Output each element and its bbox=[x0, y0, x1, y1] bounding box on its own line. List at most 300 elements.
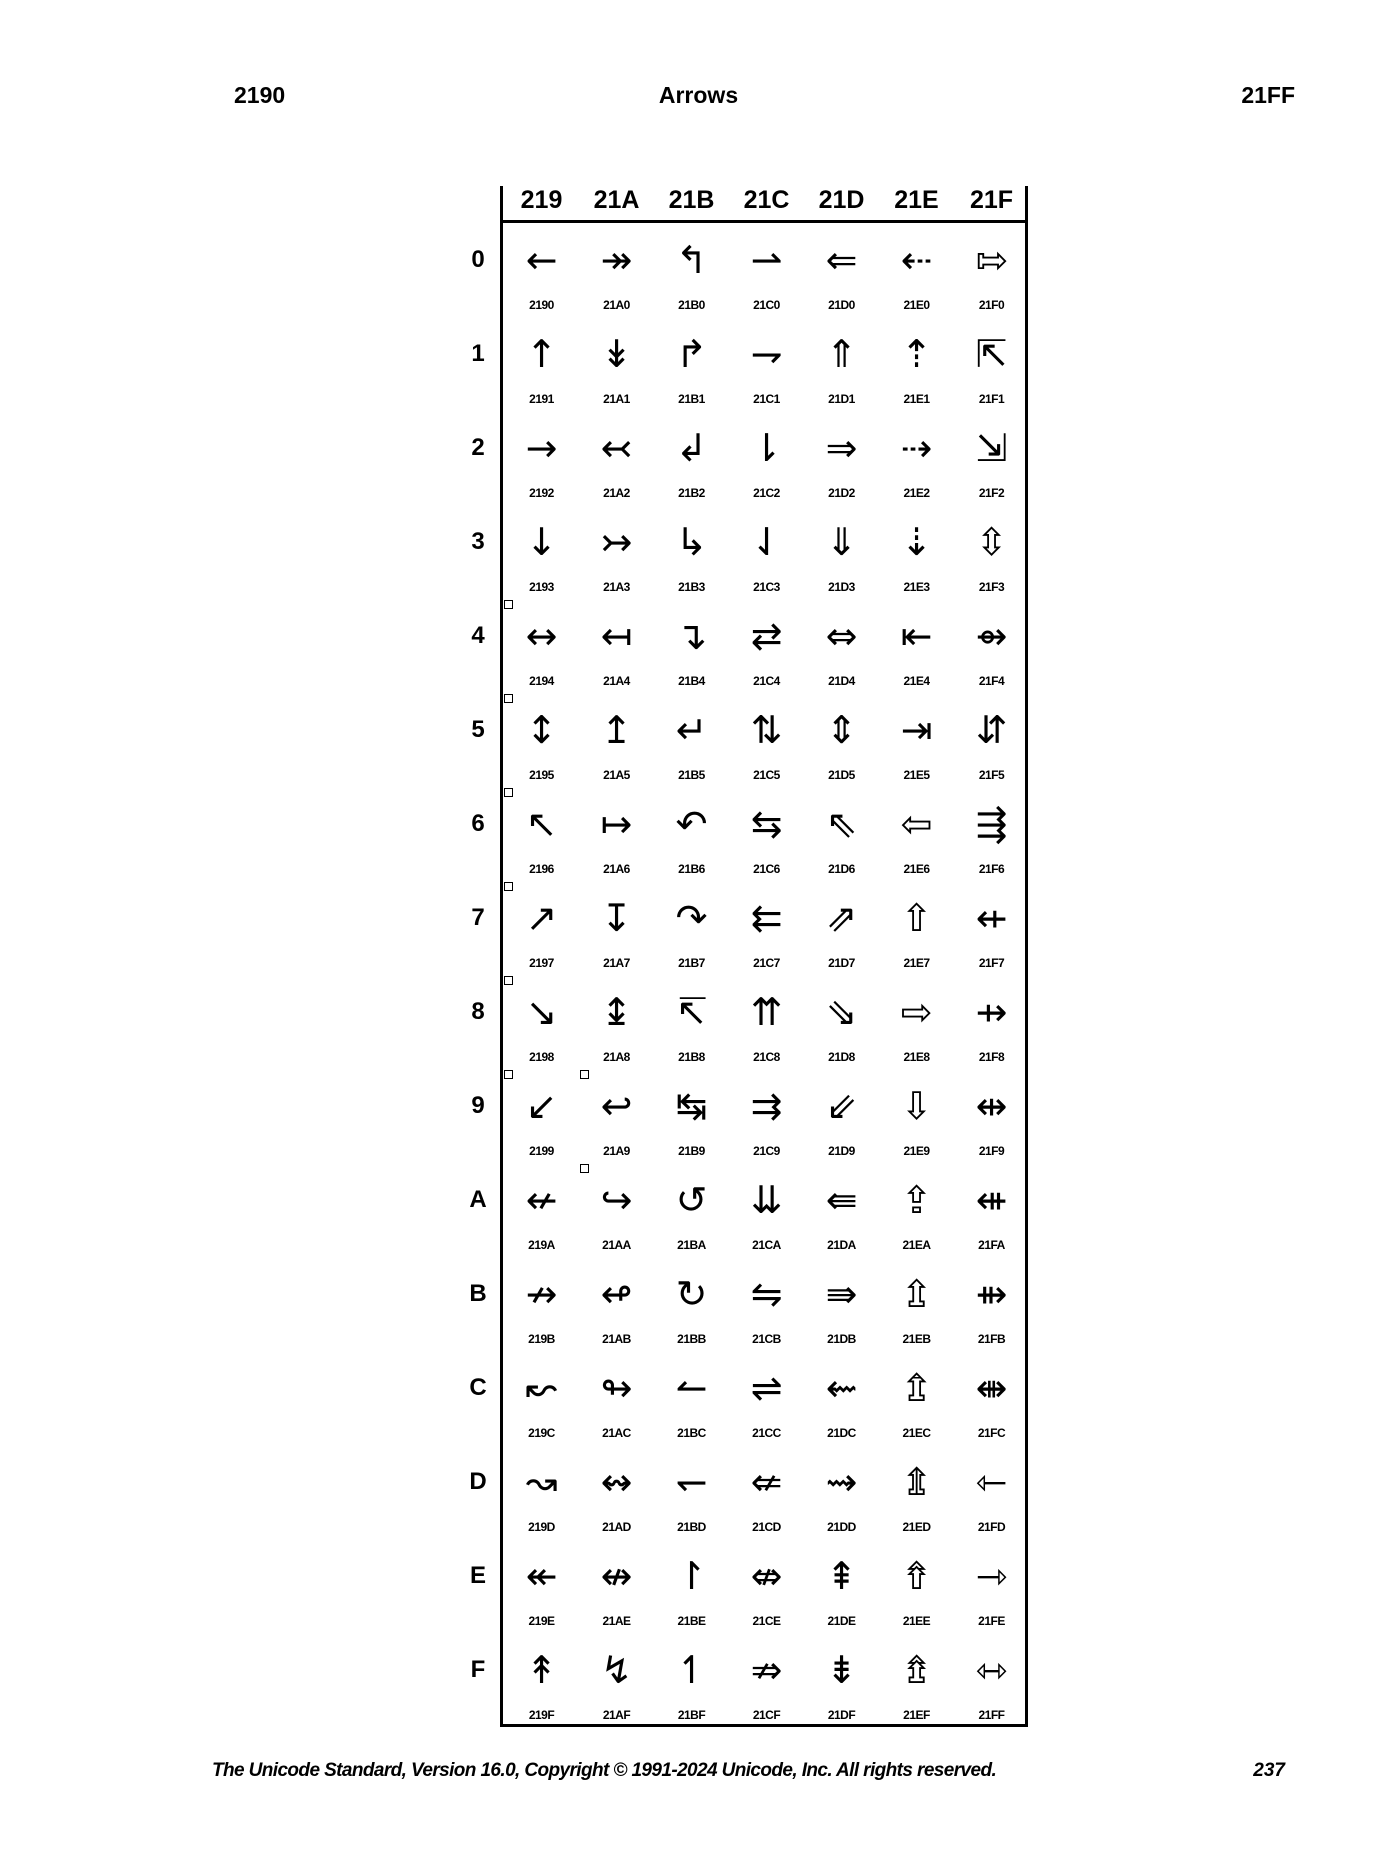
chart-cell bbox=[954, 1546, 1029, 1640]
row-header: 6 bbox=[471, 810, 485, 837]
arrow-glyph: ↙ bbox=[525, 1084, 558, 1128]
code-point-label: 21D2 bbox=[828, 486, 855, 500]
arrow-glyph: ⇦ bbox=[900, 802, 933, 846]
chart-cell bbox=[729, 794, 804, 888]
code-point-label: 21B1 bbox=[678, 392, 705, 406]
code-point-label: 21CA bbox=[752, 1238, 781, 1252]
code-point-label: 21D6 bbox=[828, 862, 855, 876]
code-point-label: 21AC bbox=[602, 1426, 631, 1440]
chart-cell bbox=[729, 1170, 804, 1264]
chart-cell bbox=[804, 700, 879, 794]
chart-cell bbox=[654, 512, 729, 606]
chart-cell bbox=[654, 1358, 729, 1452]
code-point-label: 21C4 bbox=[753, 674, 780, 688]
chart-cell bbox=[879, 1358, 954, 1452]
chart-cell bbox=[654, 794, 729, 888]
code-point-label: 21A7 bbox=[603, 956, 630, 970]
arrow-glyph: ⇩ bbox=[900, 1084, 933, 1128]
chart-cell bbox=[879, 1640, 954, 1734]
arrow-glyph: ↫ bbox=[600, 1272, 633, 1316]
code-point-label: 2190 bbox=[529, 298, 554, 312]
code-point-label: 2193 bbox=[529, 580, 554, 594]
chart-cell bbox=[579, 324, 654, 418]
arrow-glyph: ⇌ bbox=[750, 1366, 783, 1410]
chart-cell bbox=[504, 418, 579, 512]
arrow-glyph: ↠ bbox=[600, 238, 633, 282]
column-header: 21C bbox=[743, 186, 790, 214]
arrow-glyph: ⇜ bbox=[825, 1366, 858, 1410]
arrow-glyph: ↧ bbox=[600, 896, 633, 940]
arrow-glyph: ↗ bbox=[525, 896, 558, 940]
code-point-label: 2198 bbox=[529, 1050, 554, 1064]
code-point-label: 21A5 bbox=[603, 768, 630, 782]
chart-cell bbox=[729, 230, 804, 324]
code-point-label: 21C0 bbox=[753, 298, 780, 312]
code-point-label: 21C1 bbox=[753, 392, 780, 406]
code-point-label: 21AD bbox=[602, 1520, 631, 1534]
chart-cell bbox=[954, 512, 1029, 606]
column-header: 21E bbox=[894, 186, 939, 214]
arrow-glyph: ↔ bbox=[525, 614, 558, 658]
code-point-label: 219E bbox=[528, 1614, 555, 1628]
arrow-glyph: ⇢ bbox=[900, 426, 933, 470]
arrow-glyph: ↕ bbox=[525, 708, 558, 752]
code-point-label: 21D7 bbox=[828, 956, 855, 970]
arrow-glyph: ⇯ bbox=[900, 1648, 933, 1692]
arrow-glyph: ⇉ bbox=[750, 1084, 783, 1128]
code-point-label: 21BE bbox=[677, 1614, 706, 1628]
arrow-glyph: ↩ bbox=[600, 1084, 633, 1128]
code-point-label: 21F2 bbox=[978, 486, 1005, 500]
arrow-glyph: ⇠ bbox=[900, 238, 933, 282]
arrow-glyph: ⇳ bbox=[975, 520, 1008, 564]
arrow-glyph: ⇂ bbox=[750, 426, 783, 470]
arrow-glyph: ↭ bbox=[600, 1460, 633, 1504]
code-point-label: 21E3 bbox=[903, 580, 930, 594]
code-point-label: 21B9 bbox=[678, 1144, 705, 1158]
chart-cell bbox=[654, 1076, 729, 1170]
column-header: 219 bbox=[520, 186, 563, 214]
chart-cell bbox=[729, 1640, 804, 1734]
code-point-label: 21B8 bbox=[678, 1050, 705, 1064]
arrow-glyph: ↪ bbox=[600, 1178, 633, 1222]
chart-cell bbox=[879, 1546, 954, 1640]
arrow-glyph: ⇆ bbox=[750, 802, 783, 846]
arrow-glyph: ↚ bbox=[525, 1178, 558, 1222]
code-point-label: 21F7 bbox=[978, 956, 1005, 970]
range-start-label: 2190 bbox=[234, 82, 286, 108]
chart-cell bbox=[879, 1452, 954, 1546]
chart-cell bbox=[504, 1264, 579, 1358]
arrow-glyph: ⇞ bbox=[825, 1554, 858, 1598]
arrow-glyph: ⇝ bbox=[825, 1460, 858, 1504]
arrow-glyph: ↬ bbox=[600, 1366, 633, 1410]
code-point-label: 21CE bbox=[752, 1614, 781, 1628]
arrow-glyph: ↻ bbox=[675, 1272, 708, 1316]
chart-cell bbox=[879, 418, 954, 512]
chart-cell bbox=[729, 982, 804, 1076]
code-point-label: 21C6 bbox=[753, 862, 780, 876]
arrow-glyph: ↥ bbox=[600, 708, 633, 752]
row-header: 7 bbox=[471, 904, 485, 931]
code-point-label: 21E5 bbox=[903, 768, 930, 782]
chart-cell bbox=[804, 418, 879, 512]
code-point-label: 21FC bbox=[977, 1426, 1006, 1440]
chart-cell bbox=[654, 230, 729, 324]
chart-cell bbox=[654, 1546, 729, 1640]
code-point-label: 21FD bbox=[977, 1520, 1006, 1534]
page-title: Arrows bbox=[658, 82, 739, 108]
code-point-label: 21DD bbox=[827, 1520, 856, 1534]
code-point-label: 21E9 bbox=[903, 1144, 930, 1158]
chart-cell bbox=[804, 1640, 879, 1734]
chart-cell bbox=[879, 794, 954, 888]
arrow-glyph: ⇖ bbox=[825, 802, 858, 846]
code-point-label: 21C9 bbox=[753, 1144, 780, 1158]
arrow-glyph: ⇺ bbox=[975, 1178, 1008, 1222]
chart-cell bbox=[579, 982, 654, 1076]
arrow-glyph: ⇙ bbox=[825, 1084, 858, 1128]
code-point-label: 21DF bbox=[827, 1708, 856, 1722]
code-point-label: 21F8 bbox=[978, 1050, 1005, 1064]
chart-cell bbox=[504, 1358, 579, 1452]
chart-cell bbox=[804, 1452, 879, 1546]
arrow-glyph: ↦ bbox=[600, 802, 633, 846]
arrow-glyph: ↢ bbox=[600, 426, 633, 470]
chart-cell bbox=[954, 794, 1029, 888]
code-point-label: 21B0 bbox=[678, 298, 705, 312]
arrow-glyph: ↑ bbox=[525, 332, 558, 376]
arrow-glyph: ⇧ bbox=[900, 896, 933, 940]
row-header: C bbox=[469, 1374, 487, 1401]
arrow-glyph: ⇫ bbox=[900, 1272, 933, 1316]
arrow-glyph: ↨ bbox=[600, 990, 633, 1034]
arrow-glyph: ↹ bbox=[675, 1084, 708, 1128]
chart-cell bbox=[504, 794, 579, 888]
code-point-label: 21D1 bbox=[828, 392, 855, 406]
code-point-label: 21B6 bbox=[678, 862, 705, 876]
chart-cell bbox=[954, 230, 1029, 324]
chart-cell bbox=[804, 1264, 879, 1358]
chart-cell bbox=[504, 1076, 579, 1170]
code-point-label: 21D9 bbox=[828, 1144, 855, 1158]
chart-cell bbox=[879, 982, 954, 1076]
arrow-glyph: ⇒ bbox=[825, 426, 858, 470]
arrow-glyph: ↛ bbox=[525, 1272, 558, 1316]
chart-cell bbox=[804, 1546, 879, 1640]
row-header: 3 bbox=[471, 528, 485, 555]
code-point-label: 21B4 bbox=[678, 674, 705, 688]
chart-cell bbox=[579, 888, 654, 982]
code-point-label: 21D3 bbox=[828, 580, 855, 594]
cell-marker bbox=[504, 600, 513, 609]
code-point-label: 21E6 bbox=[903, 862, 930, 876]
code-point-label: 21B7 bbox=[678, 956, 705, 970]
code-point-label: 21EC bbox=[902, 1426, 931, 1440]
arrow-glyph: ↲ bbox=[675, 426, 708, 470]
chart-cell bbox=[879, 512, 954, 606]
arrow-glyph: ⇃ bbox=[750, 520, 783, 564]
arrow-glyph: ↞ bbox=[525, 1554, 558, 1598]
arrow-glyph: ⇮ bbox=[900, 1554, 933, 1598]
code-point-label: 21E4 bbox=[903, 674, 930, 688]
row-header: B bbox=[469, 1280, 487, 1307]
chart-cell bbox=[654, 606, 729, 700]
code-point-label: 21F1 bbox=[978, 392, 1005, 406]
column-header: 21F bbox=[969, 186, 1014, 214]
row-header: F bbox=[470, 1656, 486, 1683]
chart-cell bbox=[504, 700, 579, 794]
arrow-glyph: ⇁ bbox=[750, 332, 783, 376]
code-point-label: 21A8 bbox=[603, 1050, 630, 1064]
code-point-label: 21DA bbox=[827, 1238, 856, 1252]
chart-cell bbox=[579, 1452, 654, 1546]
arrow-glyph: ⇪ bbox=[900, 1178, 933, 1222]
chart-cell bbox=[879, 1170, 954, 1264]
chart-cell bbox=[579, 794, 654, 888]
chart-cell bbox=[504, 606, 579, 700]
code-point-label: 21AB bbox=[602, 1332, 631, 1346]
arrow-glyph: ↰ bbox=[675, 238, 708, 282]
chart-cell bbox=[579, 1264, 654, 1358]
code-point-label: 21ED bbox=[902, 1520, 931, 1534]
code-point-label: 2191 bbox=[529, 392, 554, 406]
code-point-label: 21AF bbox=[602, 1708, 631, 1722]
chart-cell bbox=[954, 1076, 1029, 1170]
arrow-glyph: ⇥ bbox=[900, 708, 933, 752]
code-point-label: 21F5 bbox=[978, 768, 1005, 782]
code-point-label: 2196 bbox=[529, 862, 554, 876]
row-header: 1 bbox=[471, 340, 485, 367]
code-point-label: 21C3 bbox=[753, 580, 780, 594]
arrow-glyph: ⇵ bbox=[975, 708, 1008, 752]
arrow-glyph: ⇡ bbox=[900, 332, 933, 376]
arrow-glyph: ⇇ bbox=[750, 896, 783, 940]
chart-cell bbox=[879, 888, 954, 982]
code-point-label: 21EB bbox=[902, 1332, 931, 1346]
chart-cell bbox=[579, 1076, 654, 1170]
code-point-label: 21EA bbox=[902, 1238, 931, 1252]
chart-cell bbox=[954, 1170, 1029, 1264]
chart-cell bbox=[804, 1170, 879, 1264]
code-point-label: 219D bbox=[528, 1520, 555, 1534]
code-point-label: 21C5 bbox=[753, 768, 780, 782]
chart-cell bbox=[804, 1076, 879, 1170]
chart-cell bbox=[504, 888, 579, 982]
chart-cell bbox=[579, 1358, 654, 1452]
arrow-glyph: ↶ bbox=[675, 802, 708, 846]
arrow-glyph: ↿ bbox=[675, 1648, 708, 1692]
chart-cell bbox=[654, 1640, 729, 1734]
chart-cell bbox=[804, 888, 879, 982]
chart-cell bbox=[654, 418, 729, 512]
row-header: D bbox=[469, 1468, 487, 1495]
column-header: 21A bbox=[593, 186, 640, 214]
code-point-label: 21E7 bbox=[903, 956, 930, 970]
code-point-label: 21DB bbox=[827, 1332, 856, 1346]
chart-cell bbox=[579, 1170, 654, 1264]
arrow-glyph: ↘ bbox=[525, 990, 558, 1034]
chart-cell bbox=[804, 324, 879, 418]
chart-cell bbox=[729, 1358, 804, 1452]
arrow-glyph: ⇐ bbox=[825, 238, 858, 282]
arrow-glyph: ⇊ bbox=[750, 1178, 783, 1222]
chart-cell bbox=[579, 512, 654, 606]
code-point-label: 21F4 bbox=[978, 674, 1005, 688]
chart-cell bbox=[654, 982, 729, 1076]
code-point-label: 21F0 bbox=[978, 298, 1005, 312]
chart-cell bbox=[504, 1170, 579, 1264]
row-header: 5 bbox=[471, 716, 485, 743]
arrow-glyph: ⇤ bbox=[900, 614, 933, 658]
code-point-label: 219B bbox=[528, 1332, 555, 1346]
code-point-label: 21C2 bbox=[753, 486, 780, 500]
chart-cell bbox=[879, 1264, 954, 1358]
code-point-label: 21DE bbox=[827, 1614, 856, 1628]
cell-marker bbox=[580, 1070, 589, 1079]
arrow-glyph: ⇑ bbox=[825, 332, 858, 376]
arrow-glyph: ⇚ bbox=[825, 1178, 858, 1222]
chart-cell bbox=[654, 1452, 729, 1546]
code-point-label: 21BB bbox=[677, 1332, 706, 1346]
code-point-label: 21F6 bbox=[978, 862, 1005, 876]
arrow-glyph: ⇾ bbox=[975, 1554, 1008, 1598]
arrow-glyph: ⇏ bbox=[750, 1648, 783, 1692]
chart-cell bbox=[504, 1452, 579, 1546]
arrow-glyph: ↮ bbox=[600, 1554, 633, 1598]
code-point-label: 21C8 bbox=[753, 1050, 780, 1064]
chart-cell bbox=[729, 1264, 804, 1358]
column-header: 21B bbox=[668, 186, 715, 214]
arrow-glyph: ⇻ bbox=[975, 1272, 1008, 1316]
chart-cell bbox=[954, 1452, 1029, 1546]
code-point-label: 21E0 bbox=[903, 298, 930, 312]
arrow-glyph: ⇶ bbox=[975, 802, 1008, 846]
arrow-glyph: ↾ bbox=[675, 1554, 708, 1598]
code-point-label: 21D4 bbox=[828, 674, 855, 688]
chart-cell bbox=[954, 982, 1029, 1076]
arrow-glyph: ↳ bbox=[675, 520, 708, 564]
code-point-label: 2195 bbox=[529, 768, 554, 782]
cell-marker bbox=[504, 694, 513, 703]
arrow-glyph: ↡ bbox=[600, 332, 633, 376]
code-point-label: 21A0 bbox=[603, 298, 630, 312]
row-header: 0 bbox=[471, 246, 485, 273]
row-header: A bbox=[469, 1186, 487, 1213]
chart-cell bbox=[954, 418, 1029, 512]
code-point-label: 21F9 bbox=[978, 1144, 1005, 1158]
chart-cell bbox=[729, 700, 804, 794]
cell-marker bbox=[580, 1164, 589, 1173]
row-header: 9 bbox=[471, 1092, 485, 1119]
code-point-label: 21C7 bbox=[753, 956, 780, 970]
cell-marker bbox=[504, 882, 513, 891]
code-point-label: 21D8 bbox=[828, 1050, 855, 1064]
code-point-label: 21E1 bbox=[903, 392, 930, 406]
range-end-label: 21FF bbox=[1241, 82, 1295, 108]
arrow-glyph: ⇿ bbox=[975, 1648, 1008, 1692]
code-point-label: 21FF bbox=[978, 1708, 1005, 1722]
arrow-glyph: ⇼ bbox=[975, 1366, 1008, 1410]
arrow-glyph: ⇨ bbox=[900, 990, 933, 1034]
code-point-label: 21EF bbox=[903, 1708, 930, 1722]
chart-cell bbox=[804, 794, 879, 888]
arrow-glyph: ⇲ bbox=[975, 426, 1008, 470]
chart-cell bbox=[804, 230, 879, 324]
chart-cell bbox=[954, 606, 1029, 700]
chart-cell bbox=[804, 1358, 879, 1452]
grid-left-border bbox=[500, 186, 503, 1727]
arrow-glyph: ⇅ bbox=[750, 708, 783, 752]
chart-cell bbox=[804, 512, 879, 606]
arrow-glyph: ⇗ bbox=[825, 896, 858, 940]
chart-cell bbox=[729, 418, 804, 512]
code-point-label: 2194 bbox=[529, 674, 554, 688]
cell-marker bbox=[504, 976, 513, 985]
arrow-glyph: ⇬ bbox=[900, 1366, 933, 1410]
row-header: 2 bbox=[471, 434, 485, 461]
code-point-label: 21B5 bbox=[678, 768, 705, 782]
arrow-glyph: ↼ bbox=[675, 1366, 708, 1410]
code-point-label: 219C bbox=[528, 1426, 555, 1440]
chart-cell bbox=[579, 1546, 654, 1640]
chart-cell bbox=[954, 1640, 1029, 1734]
code-point-label: 21A2 bbox=[603, 486, 630, 500]
arrow-glyph: ⇎ bbox=[750, 1554, 783, 1598]
chart-cell bbox=[729, 324, 804, 418]
arrow-glyph: ⇸ bbox=[975, 990, 1008, 1034]
code-point-label: 21A1 bbox=[603, 392, 630, 406]
chart-cell bbox=[729, 606, 804, 700]
chart-cell bbox=[879, 324, 954, 418]
code-point-label: 21CF bbox=[752, 1708, 781, 1722]
chart-cell bbox=[954, 1358, 1029, 1452]
chart-cell bbox=[879, 230, 954, 324]
arrow-glyph: ⇰ bbox=[975, 238, 1008, 282]
cell-marker bbox=[504, 788, 513, 797]
arrow-glyph: ⇔ bbox=[825, 614, 858, 658]
chart-cell bbox=[654, 1264, 729, 1358]
arrow-glyph: ⇭ bbox=[900, 1460, 933, 1504]
copyright-notice: The Unicode Standard, Version 16.0, Copyright © 1991-2024 Unicode, Inc. All rights reserved. bbox=[212, 1760, 997, 1781]
code-point-label: 21D5 bbox=[828, 768, 855, 782]
chart-cell bbox=[579, 1640, 654, 1734]
code-point-label: 2197 bbox=[529, 956, 554, 970]
row-header: 4 bbox=[471, 622, 485, 649]
chart-cell bbox=[504, 324, 579, 418]
cell-marker bbox=[504, 1070, 513, 1079]
code-point-label: 21E8 bbox=[903, 1050, 930, 1064]
chart-cell bbox=[879, 700, 954, 794]
code-point-label: 21A4 bbox=[603, 674, 630, 688]
chart-cell bbox=[504, 230, 579, 324]
chart-cell bbox=[729, 1076, 804, 1170]
chart-cell bbox=[879, 1076, 954, 1170]
chart-cell bbox=[729, 888, 804, 982]
arrow-glyph: ⇽ bbox=[975, 1460, 1008, 1504]
arrow-glyph: ↴ bbox=[675, 614, 708, 658]
arrow-glyph: ↵ bbox=[675, 708, 708, 752]
code-point-label: 21FB bbox=[977, 1332, 1006, 1346]
header-divider bbox=[500, 220, 1028, 223]
chart-cell bbox=[654, 1170, 729, 1264]
code-point-label: 21D0 bbox=[828, 298, 855, 312]
chart-cell bbox=[654, 324, 729, 418]
chart-cell bbox=[954, 888, 1029, 982]
code-point-label: 21FE bbox=[978, 1614, 1005, 1628]
code-point-label: 2192 bbox=[529, 486, 554, 500]
code-point-label: 21DC bbox=[827, 1426, 856, 1440]
